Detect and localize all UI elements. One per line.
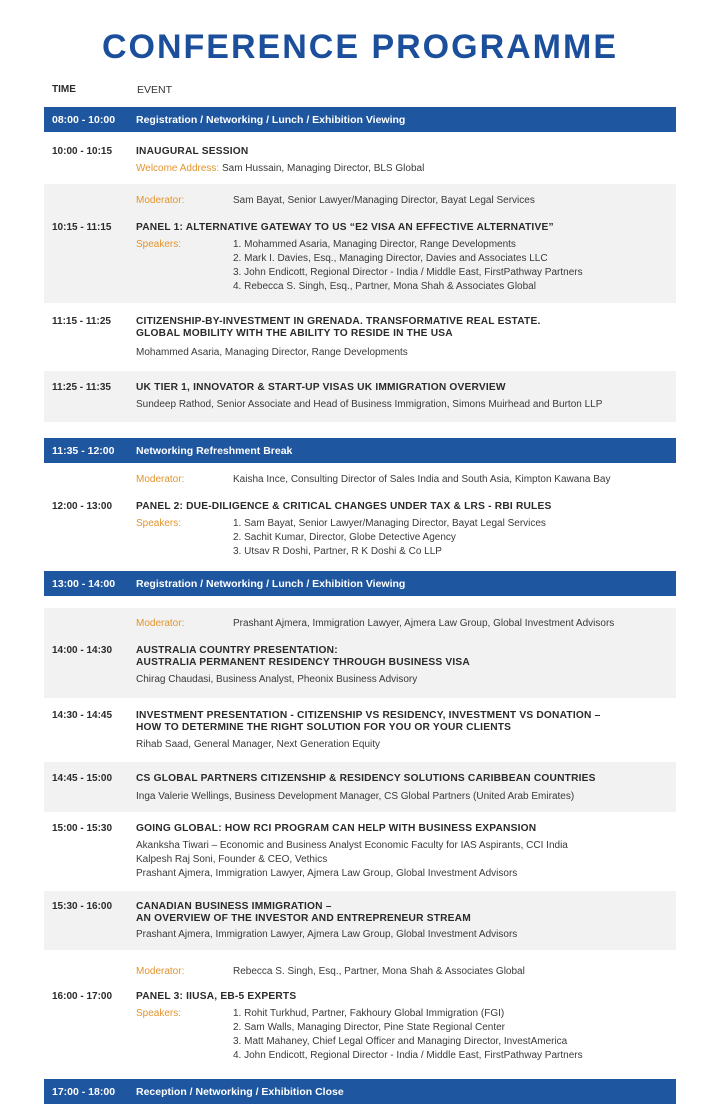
- row-time: 15:30 - 16:00: [52, 901, 113, 912]
- session-heading-line2: AN OVERVIEW OF THE INVESTOR AND ENTREPRENEUR STREAM: [136, 913, 471, 924]
- page-title: CONFERENCE PROGRAMME: [101, 28, 619, 66]
- schedule-break-row: [44, 438, 676, 463]
- row-time: 17:00 - 18:00: [52, 1086, 116, 1098]
- session-speaker: Mohammed Asaria, Managing Director, Range Developments: [136, 347, 408, 358]
- session-heading: PANEL 1: ALTERNATIVE GATEWAY TO US “E2 VISA AN EFFECTIVE ALTERNATIVE”: [136, 222, 554, 233]
- session-heading: UK TIER 1, INNOVATOR & START-UP VISAS UK IMMIGRATION OVERVIEW: [136, 382, 506, 393]
- moderator-name: Sam Bayat, Senior Lawyer/Managing Director, Bayat Legal Services: [233, 195, 535, 206]
- schedule-row: [44, 184, 676, 303]
- column-header-time: TIME: [52, 84, 76, 95]
- row-event: Networking Refreshment Break: [136, 445, 293, 457]
- moderator-label: Moderator:: [136, 618, 185, 629]
- speakers-label: Speakers:: [136, 239, 182, 250]
- session-speaker: Akanksha Tiwari – Economic and Business Analyst Economic Faculty for IAS Aspirants, CCI India: [136, 840, 568, 851]
- session-heading-line2: HOW TO DETERMINE THE RIGHT SOLUTION FOR YOU OR YOUR CLIENTS: [136, 722, 512, 733]
- schedule-break-row: [44, 107, 676, 132]
- session-speaker: Prashant Ajmera, Immigration Lawyer, Ajmera Law Group, Global Investment Advisors: [136, 868, 518, 879]
- column-header-event: EVENT: [137, 84, 173, 96]
- session-heading-line2: AUSTRALIA PERMANENT RESIDENCY THROUGH BUSINESS VISA: [136, 657, 470, 668]
- session-speaker: Sundeep Rathod, Senior Associate and Head of Business Immigration, Simons Muirhead and Burton LLP: [136, 399, 603, 410]
- schedule-row: [44, 702, 676, 758]
- welcome-speaker: Sam Hussain, Managing Director, BLS Global: [221, 163, 425, 174]
- session-heading: INAUGURAL SESSION: [136, 146, 249, 157]
- session-heading: PANEL 3: IIUSA, EB-5 EXPERTS: [136, 991, 297, 1002]
- session-detail: [136, 163, 424, 174]
- session-speaker: Rihab Saad, General Manager, Next Generation Equity: [136, 739, 381, 750]
- moderator-name: Prashant Ajmera, Immigration Lawyer, Ajmera Law Group, Global Investment Advisors: [233, 618, 615, 629]
- speaker-item: 1. Sam Bayat, Senior Lawyer/Managing Director, Bayat Legal Services: [233, 518, 546, 529]
- speaker-item: 2. Sam Walls, Managing Director, Pine State Regional Center: [233, 1022, 505, 1033]
- row-time: 11:25 - 11:35: [52, 382, 111, 393]
- session-speaker: Kalpesh Raj Soni, Founder & CEO, Vethics: [136, 854, 328, 865]
- schedule-break-row: [44, 571, 676, 596]
- moderator-label: Moderator:: [136, 474, 185, 485]
- session-heading: CITIZENSHIP-BY-INVESTMENT IN GRENADA. TRANSFORMATIVE REAL ESTATE.: [136, 316, 541, 327]
- row-event: Registration / Networking / Lunch / Exhibition Viewing: [136, 114, 406, 126]
- schedule-row: [44, 891, 676, 950]
- speaker-item: 3. Matt Mahaney, Chief Legal Officer and Managing Director, InvestAmerica: [233, 1036, 568, 1047]
- schedule-row: [44, 305, 676, 367]
- schedule-break-row: [44, 1079, 676, 1104]
- session-heading: GOING GLOBAL: HOW RCI PROGRAM CAN HELP WITH BUSINESS EXPANSION: [136, 823, 537, 834]
- schedule-row: [44, 371, 676, 422]
- schedule-row: [44, 136, 676, 182]
- row-time: 12:00 - 13:00: [52, 501, 113, 512]
- row-event: Reception / Networking / Exhibition Close: [136, 1086, 344, 1098]
- row-time: 15:00 - 15:30: [52, 823, 113, 834]
- row-time: 11:15 - 11:25: [52, 316, 111, 327]
- speaker-item: 3. John Endicott, Regional Director - India / Middle East, FirstPathway Partners: [233, 267, 583, 278]
- moderator-name: Rebecca S. Singh, Esq., Partner, Mona Shah & Associates Global: [233, 966, 525, 977]
- row-time: 14:45 - 15:00: [52, 773, 113, 784]
- schedule-row: [44, 814, 676, 886]
- session-speaker: Prashant Ajmera, Immigration Lawyer, Ajmera Law Group, Global Investment Advisors: [136, 929, 518, 940]
- speaker-item: 1. Mohammed Asaria, Managing Director, Range Developments: [233, 239, 516, 250]
- welcome-label: Welcome Address:: [136, 163, 220, 174]
- row-time: 13:00 - 14:00: [52, 578, 116, 590]
- row-event: Registration / Networking / Lunch / Exhibition Viewing: [136, 578, 406, 590]
- session-speaker: Inga Valerie Wellings, Business Development Manager, CS Global Partners (United Arab Emirates): [136, 791, 575, 802]
- session-heading: PANEL 2: DUE-DILIGENCE & CRITICAL CHANGES UNDER TAX & LRS - RBI RULES: [136, 501, 552, 512]
- moderator-label: Moderator:: [136, 195, 185, 206]
- row-time: 08:00 - 10:00: [52, 114, 116, 126]
- session-heading: INVESTMENT PRESENTATION - CITIZENSHIP VS RESIDENCY, INVESTMENT VS DONATION –: [136, 710, 601, 721]
- row-time: 16:00 - 17:00: [52, 991, 113, 1002]
- schedule-row: [44, 762, 676, 812]
- session-heading: CS GLOBAL PARTNERS CITIZENSHIP & RESIDENCY SOLUTIONS CARIBBEAN COUNTRIES: [136, 773, 596, 784]
- speaker-item: 4. John Endicott, Regional Director - India / Middle East, FirstPathway Partners: [233, 1050, 583, 1061]
- speaker-item: 2. Sachit Kumar, Director, Globe Detective Agency: [233, 532, 456, 543]
- session-heading: CANADIAN BUSINESS IMMIGRATION –: [136, 901, 332, 912]
- schedule-row: [44, 956, 676, 1068]
- row-time: 11:35 - 12:00: [52, 445, 115, 457]
- row-time: 14:00 - 14:30: [52, 645, 113, 656]
- speaker-item: 1. Rohit Turkhud, Partner, Fakhoury Global Immigration (FGI): [233, 1008, 505, 1019]
- session-speaker: Chirag Chaudasi, Business Analyst, Pheonix Business Advisory: [136, 674, 418, 685]
- row-time: 10:15 - 11:15: [52, 222, 112, 233]
- speaker-item: 3. Utsav R Doshi, Partner, R K Doshi & Co LLP: [233, 546, 442, 557]
- schedule-row: [44, 466, 676, 566]
- speaker-item: 4. Rebecca S. Singh, Esq., Partner, Mona Shah & Associates Global: [233, 281, 536, 292]
- moderator-name: Kaisha Ince, Consulting Director of Sales India and South Asia, Kimpton Kawana Bay: [233, 474, 611, 485]
- row-time: 14:30 - 14:45: [52, 710, 113, 721]
- session-heading-line2: GLOBAL MOBILITY WITH THE ABILITY TO RESIDE IN THE USA: [136, 328, 453, 339]
- speakers-label: Speakers:: [136, 518, 182, 529]
- row-time: 10:00 - 10:15: [52, 146, 113, 157]
- session-heading: AUSTRALIA COUNTRY PRESENTATION:: [136, 645, 338, 656]
- schedule-row: [44, 608, 676, 698]
- speakers-label: Speakers:: [136, 1008, 182, 1019]
- moderator-label: Moderator:: [136, 966, 185, 977]
- speaker-item: 2. Mark I. Davies, Esq., Managing Director, Davies and Associates LLC: [233, 253, 548, 264]
